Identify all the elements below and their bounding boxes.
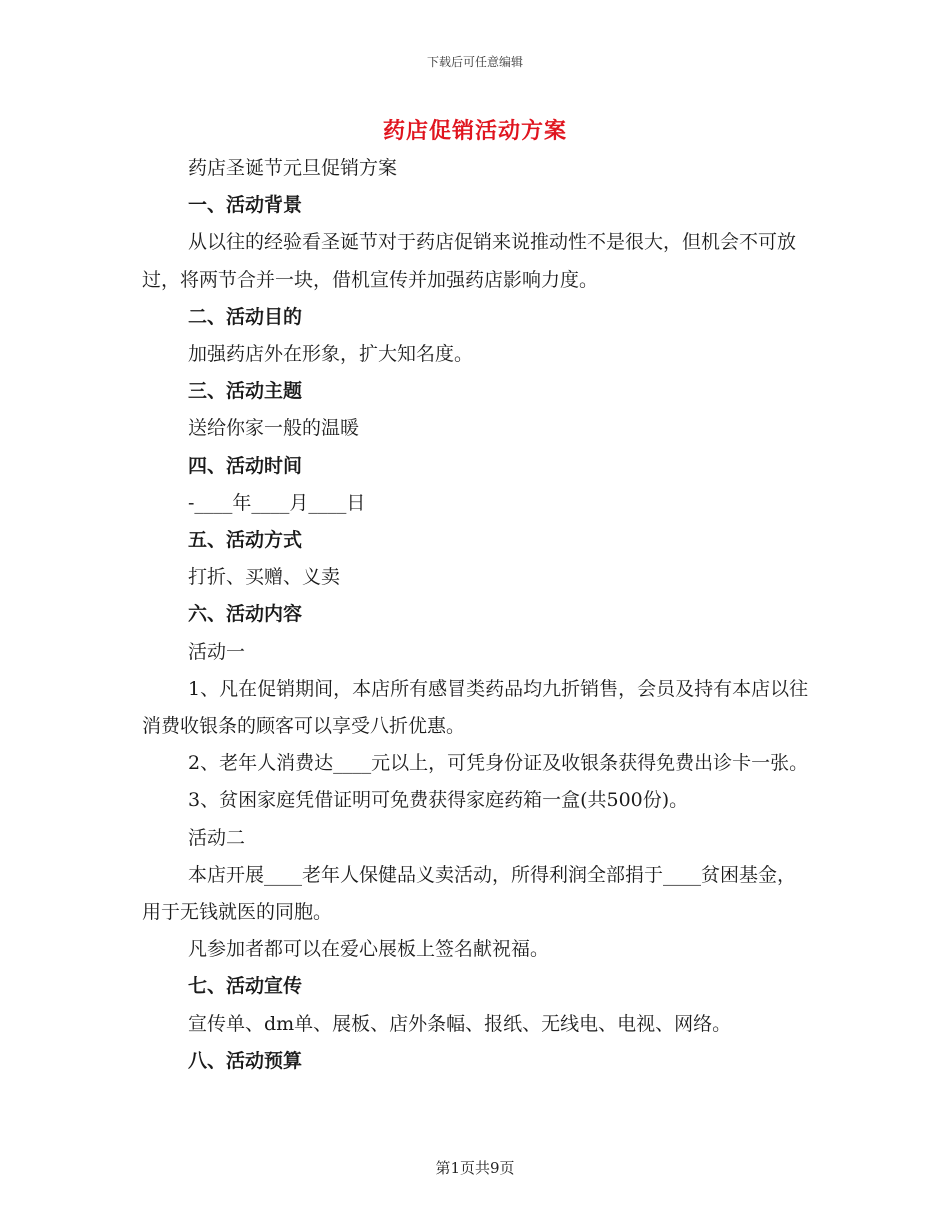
paragraph: 加强药店外在形象，扩大知名度。 [188,343,474,366]
section-heading: 五、活动方式 [188,529,303,552]
section-heading: 一、活动背景 [188,194,303,217]
paragraph: 1、凡在促销期间，本店所有感冒类药品均九折销售，会员及持有本店以往消费收银条的顾客可以享受八折优惠。 [142,677,809,738]
page-header: 下载后可任意编辑 [426,55,523,69]
section-heading: 八、活动预算 [188,1049,303,1072]
paragraph: 活动一 [188,640,246,663]
section-heading: 六、活动内容 [188,603,303,626]
paragraph: -____年____月____日 [188,491,366,514]
paragraph: 凡参加者都可以在爱心展板上签名献祝福。 [188,938,550,961]
paragraph: 3、贫困家庭凭借证明可免费获得家庭药箱一盒(共500份)。 [188,789,689,812]
paragraph: 2、老年人消费达____元以上，可凭身份证及收银条获得免费出诊卡一张。 [188,752,809,775]
page-footer: 第1页共9页 [435,1159,515,1177]
section-heading: 二、活动目的 [188,305,303,328]
paragraph: 送给你家一般的温暖 [188,417,360,440]
section-heading: 四、活动时间 [188,454,303,477]
paragraph: 从以往的经验看圣诞节对于药店促销来说推动性不是很大，但机会不可放过，将两节合并一块，借机宣传并加强药店影响力度。 [142,231,797,291]
paragraph: 打折、买赠、义卖 [188,566,341,589]
document-body [142,150,810,1080]
document-title: 药店促销活动方案 [382,118,567,144]
paragraph: 宣传单、dm单、展板、店外条幅、报纸、无线电、电视、网络。 [188,1012,732,1035]
section-heading: 七、活动宣传 [188,975,303,998]
paragraph: 药店圣诞节元旦促销方案 [188,157,398,179]
section-heading: 三、活动主题 [188,380,303,403]
paragraph: 本店开展____老年人保健品义卖活动，所得利润全部捐于____贫困基金，用于无钱就医的同胞。 [142,863,797,924]
paragraph: 活动二 [188,826,246,849]
